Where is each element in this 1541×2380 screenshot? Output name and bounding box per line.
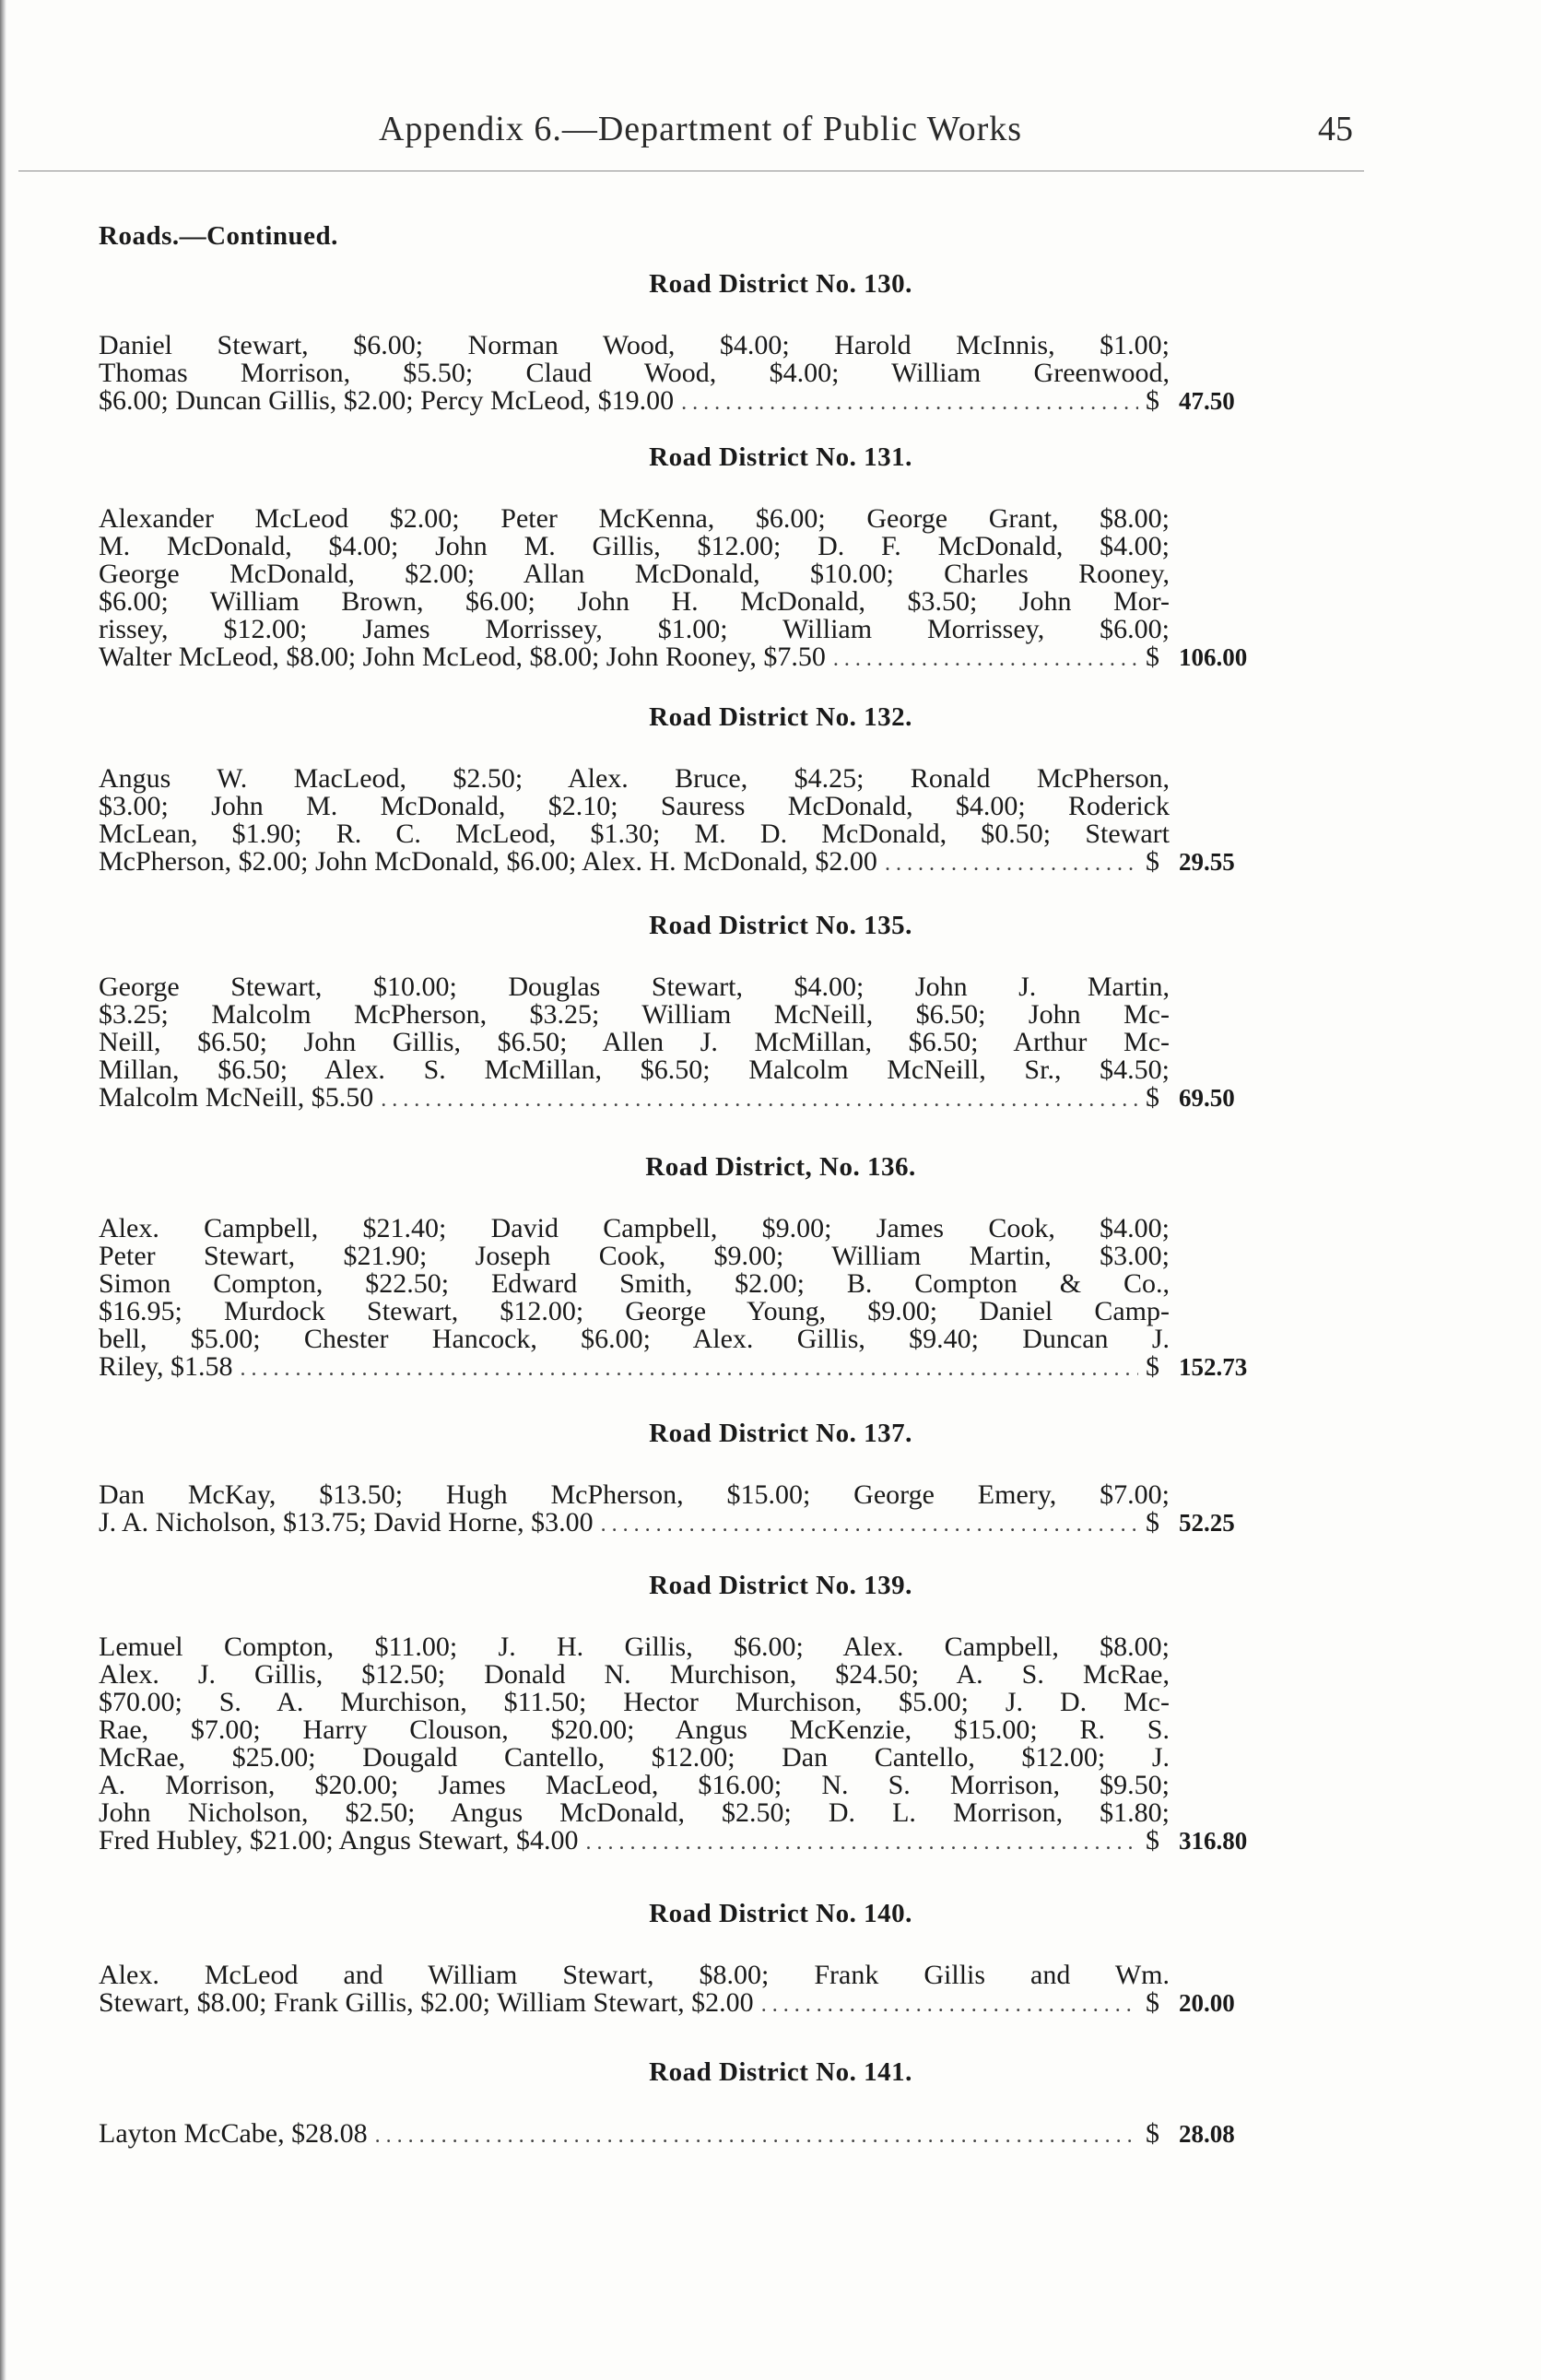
dollar-sign: $: [1146, 2118, 1159, 2149]
entry-line: Malcolm McNeill, $5.50: [99, 1082, 374, 1113]
district-heading: Road District No. 141.: [649, 2057, 912, 2087]
district-heading: Road District No. 139.: [649, 1571, 912, 1600]
entry-total-line: [99, 1989, 1170, 2017]
road-district: [99, 1897, 1315, 2017]
district-entries: [99, 763, 1235, 877]
district-heading: Road District No. 130.: [649, 269, 912, 299]
road-district: [99, 1417, 1315, 1537]
entry-line: Daniel Stewart, $6.00; Norman Wood, $4.00; Harold McInnis, $1.00;: [99, 330, 1170, 360]
entry-line: rissey, $12.00; James Morrissey, $1.00; William Morrissey, $6.00;: [99, 614, 1170, 644]
entry-line: $3.25; Malcolm McPherson, $3.25; William McNeill, $6.50; John Mc-: [99, 999, 1170, 1030]
dot-leaders: [885, 848, 1138, 878]
district-total-amount: 28.08: [1179, 2120, 1235, 2148]
entry-line: $3.00; John M. McDonald, $2.10; Sauress McDonald, $4.00; Roderick: [99, 791, 1170, 821]
dollar-sign: $: [1146, 1987, 1159, 2018]
entry-line: Simon Compton, $22.50; Edward Smith, $2.00; B. Compton & Co.,: [99, 1268, 1170, 1299]
entry-line: $70.00; S. A. Murchison, $11.50; Hector Murchison, $5.00; J. D. Mc-: [99, 1687, 1170, 1717]
district-total-amount: 29.55: [1179, 848, 1235, 876]
dot-leaders: [586, 1827, 1138, 1856]
entry-line: Walter McLeod, $8.00; John McLeod, $8.00; John Rooney, $7.50: [99, 642, 826, 672]
district-total-amount: 52.25: [1179, 1509, 1235, 1537]
dot-leaders: [833, 643, 1138, 673]
dollar-sign: $: [1146, 1825, 1159, 1856]
district-entries: [99, 1479, 1235, 1538]
entry-line: George Stewart, $10.00; Douglas Stewart, $4.00; John J. Martin,: [99, 972, 1170, 1002]
entry-line: Stewart, $8.00; Frank Gillis, $2.00; William Stewart, $2.00: [99, 1987, 754, 2018]
district-total-amount: 106.00: [1179, 643, 1248, 671]
district-heading: Road District No. 132.: [649, 702, 912, 732]
entry-line: M. McDonald, $4.00; John M. Gillis, $12.00; D. F. McDonald, $4.00;: [99, 531, 1170, 561]
road-district: [99, 1569, 1315, 1855]
district-heading: Road District No. 135.: [649, 911, 912, 940]
dollar-sign: $: [1146, 1082, 1159, 1113]
entry-line: Rae, $7.00; Harry Clouson, $20.00; Angus McKenzie, $15.00; R. S.: [99, 1714, 1170, 1745]
district-entries: [99, 1960, 1235, 2018]
entry-line: J. A. Nicholson, $13.75; David Horne, $3.00: [99, 1507, 594, 1538]
district-heading: Road District No. 140.: [649, 1899, 912, 1928]
entry-line: $16.95; Murdock Stewart, $12.00; George Young, $9.00; Daniel Camp-: [99, 1296, 1170, 1326]
entry-line: Layton McCabe, $28.08: [99, 2118, 368, 2149]
road-district: [99, 441, 1315, 671]
road-district: [99, 909, 1315, 1112]
entry-line: Neill, $6.50; John Gillis, $6.50; Allen J. McMillan, $6.50; Arthur Mc-: [99, 1027, 1170, 1057]
entry-line: Fred Hubley, $21.00; Angus Stewart, $4.00: [99, 1825, 579, 1856]
dollar-sign: $: [1146, 642, 1159, 672]
district-heading: Road District No. 137.: [649, 1419, 912, 1448]
district-heading: Road District No. 131.: [649, 442, 912, 472]
dot-leaders: [601, 1509, 1138, 1538]
district-entries: [99, 1632, 1248, 1856]
road-district: [99, 267, 1315, 415]
road-district: [99, 701, 1315, 876]
district-total-amount: 47.50: [1179, 387, 1235, 415]
entry-line: George McDonald, $2.00; Allan McDonald, $10.00; Charles Rooney,: [99, 559, 1170, 589]
entry-total-line: [99, 1353, 1170, 1381]
entry-total-line: [99, 1827, 1170, 1855]
district-total-amount: 316.80: [1179, 1827, 1248, 1855]
district-total-amount: 69.50: [1179, 1084, 1235, 1112]
entry-line: John Nicholson, $2.50; Angus McDonald, $2.50; D. L. Morrison, $1.80;: [99, 1797, 1170, 1828]
dot-leaders: [381, 1084, 1138, 1113]
entry-line: Millan, $6.50; Alex. S. McMillan, $6.50; Malcolm McNeill, Sr., $4.50;: [99, 1055, 1170, 1085]
entry-line: Dan McKay, $13.50; Hugh McPherson, $15.00; George Emery, $7.00;: [99, 1479, 1170, 1510]
page-number: 45: [1318, 110, 1353, 148]
road-district: [99, 1150, 1315, 1381]
entry-line: $6.00; William Brown, $6.00; John H. McDonald, $3.50; John Mor-: [99, 586, 1170, 617]
page-header: [0, 109, 1541, 155]
district-entries: [99, 972, 1235, 1113]
entry-line: Thomas Morrison, $5.50; Claud Wood, $4.00; William Greenwood,: [99, 358, 1170, 388]
entry-line: A. Morrison, $20.00; James MacLeod, $16.00; N. S. Morrison, $9.50;: [99, 1770, 1170, 1800]
page-edge-shadow: [0, 0, 6, 2380]
dot-leaders: [761, 1989, 1138, 2019]
district-total-amount: 20.00: [1179, 1989, 1235, 2017]
dollar-sign: $: [1146, 1507, 1159, 1538]
entry-total-line: [99, 1509, 1170, 1537]
entry-line: McLean, $1.90; R. C. McLeod, $1.30; M. D. McDonald, $0.50; Stewart: [99, 819, 1170, 849]
page-title: Appendix 6.—Department of Public Works: [378, 110, 1023, 148]
dollar-sign: $: [1146, 385, 1159, 416]
dot-leaders: [375, 2120, 1138, 2150]
district-total-amount: 152.73: [1179, 1353, 1248, 1381]
entry-total-line: [99, 848, 1170, 876]
district-entries: [99, 1213, 1248, 1382]
entry-line: Alex. J. Gillis, $12.50; Donald N. Murchison, $24.50; A. S. McRae,: [99, 1659, 1170, 1690]
district-entries: [99, 2118, 1235, 2149]
entry-line: Riley, $1.58: [99, 1351, 233, 1382]
entry-total-line: [99, 643, 1170, 671]
district-entries: [99, 503, 1248, 672]
road-district: [99, 2056, 1315, 2148]
entry-line: $6.00; Duncan Gillis, $2.00; Percy McLeod, $19.00: [99, 385, 675, 416]
dollar-sign: $: [1146, 1351, 1159, 1382]
entry-line: Alex. Campbell, $21.40; David Campbell, $9.00; James Cook, $4.00;: [99, 1213, 1170, 1243]
dot-leaders: [241, 1353, 1138, 1383]
entry-total-line: [99, 2120, 1170, 2148]
entry-line: McRae, $25.00; Dougald Cantello, $12.00; Dan Cantello, $12.00; J.: [99, 1742, 1170, 1773]
entry-line: bell, $5.00; Chester Hancock, $6.00; Alex. Gillis, $9.40; Duncan J.: [99, 1324, 1170, 1354]
dot-leaders: [681, 387, 1138, 417]
entry-total-line: [99, 1084, 1170, 1112]
entry-line: Peter Stewart, $21.90; Joseph Cook, $9.00; William Martin, $3.00;: [99, 1241, 1170, 1271]
entry-line: Angus W. MacLeod, $2.50; Alex. Bruce, $4.25; Ronald McPherson,: [99, 763, 1170, 794]
entry-line: Alexander McLeod $2.00; Peter McKenna, $6.00; George Grant, $8.00;: [99, 503, 1170, 534]
district-heading: Road District, No. 136.: [645, 1152, 916, 1182]
district-entries: [99, 330, 1235, 416]
entry-line: Lemuel Compton, $11.00; J. H. Gillis, $6.00; Alex. Campbell, $8.00;: [99, 1632, 1170, 1662]
entry-line: McPherson, $2.00; John McDonald, $6.00; Alex. H. McDonald, $2.00: [99, 846, 877, 877]
entry-line: Alex. McLeod and William Stewart, $8.00; Frank Gillis and Wm.: [99, 1960, 1170, 1990]
section-label: Roads.—Continued.: [99, 221, 338, 251]
dollar-sign: $: [1146, 846, 1159, 877]
entry-total-line: [99, 387, 1170, 415]
